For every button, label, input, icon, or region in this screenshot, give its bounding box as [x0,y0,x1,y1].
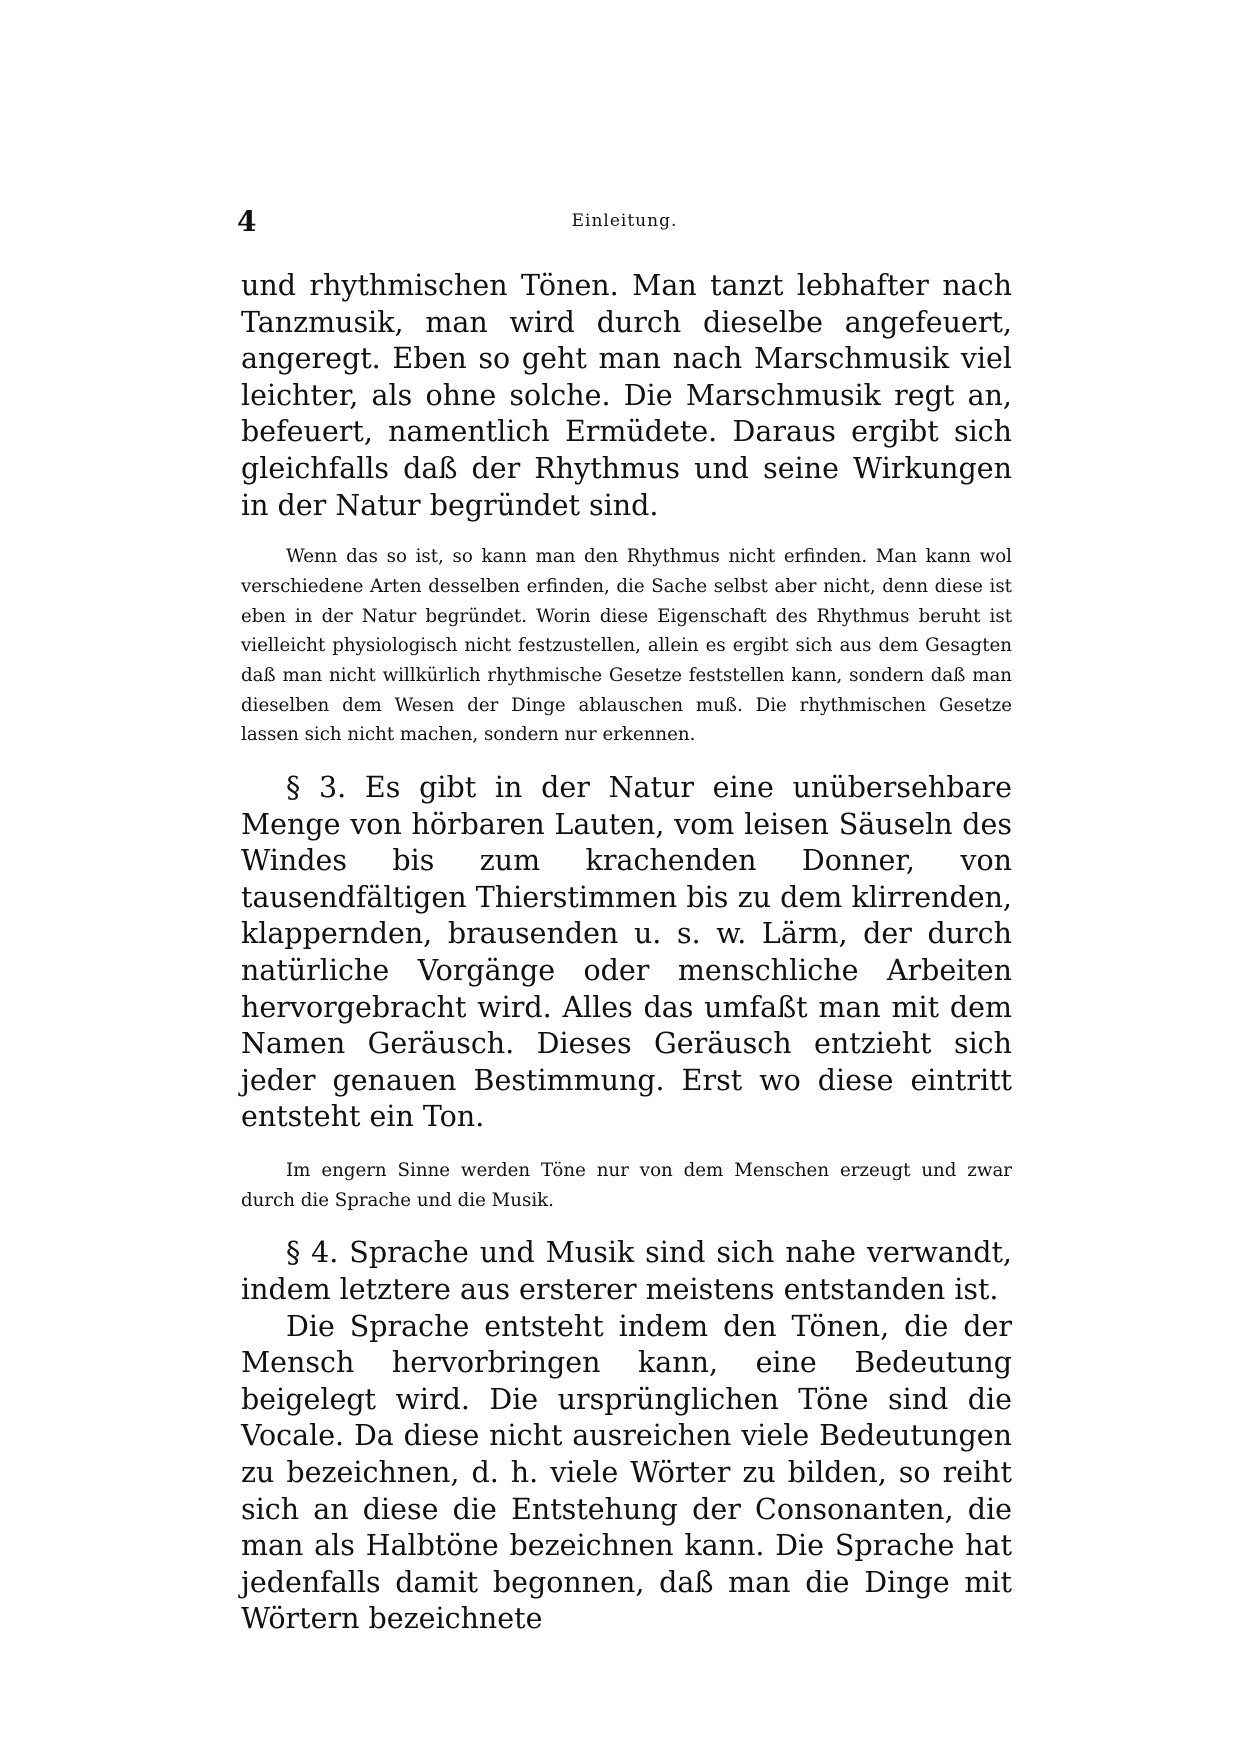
spacer [241,1136,1012,1156]
running-head: Einleitung. [571,211,678,231]
body-text [241,268,1012,1638]
page-header [237,205,1012,245]
note-tones: Im engern Sinne werden Töne nur von dem Menschen erzeugt und zwar durch die Sprache und die Musik. [241,1160,1012,1211]
section-3-paragraph: § 3. Es gibt in der Natur eine unübersehbare Menge von hörbaren Lauten, vom leisen Säuseln des Windes bis zum krachenden Donner, von tausendfältigen Thierstimmen bis zu dem klirrenden, klappernden, brausenden u. s. w. Lärm, der durch natürliche Vorgänge oder menschliche Arbeiten hervorgebracht wird. Alles das umfaßt man mit dem Namen Geräusch. Dieses Geräusch entzieht sich jeder genauen Bestimmung. Erst wo diese eintritt entsteht ein Ton. [241,771,1012,1134]
spacer [241,524,1012,542]
spacer [241,1215,1012,1235]
paragraph-rhythm-continuation: und rhythmischen Tönen. Man tanzt lebhafter nach Tanzmusik, man wird durch dieselbe angefeuert, angeregt. Eben so geht man nach Marschmusik viel leichter, als ohne solche. Die Marschmusik regt an, befeuert, namentlich Ermüdete. Daraus ergibt sich gleichfalls daß der Rhythmus und seine Wirkungen in der Natur begründet sind. [241,269,1012,522]
section-4-paragraph: § 4. Sprache und Musik sind sich nahe verwandt, indem letztere aus ersterer meistens entstanden ist. [241,1236,1012,1307]
page-number: 4 [237,205,257,238]
spacer [241,750,1012,770]
paragraph-language: Die Sprache entsteht indem den Tönen, die der Mensch hervorbringen kann, eine Bedeutung beigelegt wird. Die ursprünglichen Töne sind die Vocale. Da diese nicht ausreichen viele Bedeutungen zu bezeichnen, d. h. viele Wörter zu bilden, so reiht sich an diese die Entstehung der Consonanten, die man als Halbtöne bezeichnen kann. Die Sprache hat jedenfalls damit begonnen, daß man die Dinge mit Wörtern bezeichnete [241,1309,1012,1636]
note-rhythm: Wenn das so ist, so kann man den Rhythmus nicht erfinden. Man kann wol verschiedene Arten desselben erfinden, die Sache selbst aber nicht, denn diese ist eben in der Natur begründet. Worin diese Eigenschaft des Rhythmus beruht ist vielleicht physiologisch nicht festzustellen, allein es ergibt sich aus dem Gesagten daß man nicht willkürlich rhythmische Gesetze feststellen kann, sondern daß man dieselben dem Wesen der Dinge ablauschen muß. Die rhythmischen Gesetze lassen sich nicht machen, sondern nur erkennen. [241,546,1012,746]
